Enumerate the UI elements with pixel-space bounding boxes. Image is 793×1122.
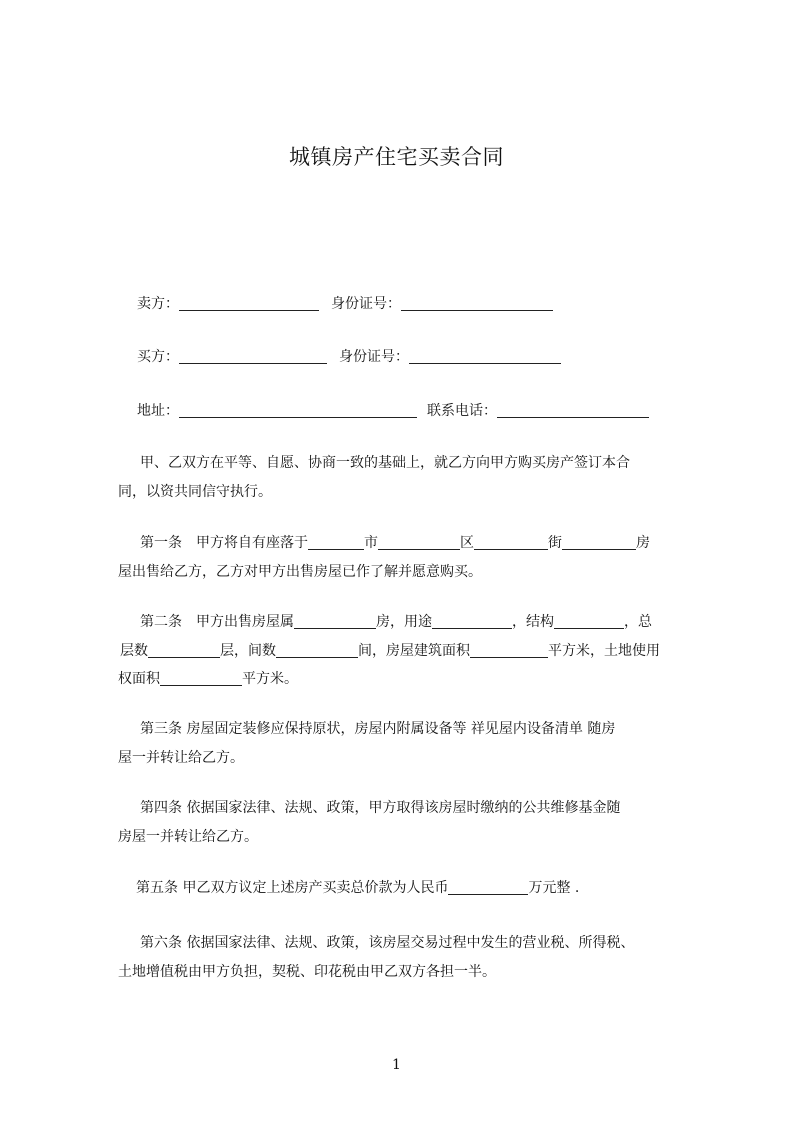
preamble-line-1: 甲、乙双方在平等、自愿、协商一致的基础上，就乙方向甲方购买房产签订本合 — [140, 455, 630, 471]
article-4 — [118, 797, 703, 847]
address-blank[interactable] — [179, 402, 417, 418]
address-label: 地址： — [137, 403, 179, 419]
article-1-text-c: 区 — [460, 535, 474, 551]
article-2-text-d: ，总 — [624, 614, 652, 630]
buyer-label: 买方： — [137, 349, 179, 365]
buyer-id-blank[interactable] — [409, 348, 561, 364]
article-1-text-a: 甲方将自有座落于 — [196, 535, 308, 551]
total-price-blank[interactable] — [448, 879, 528, 895]
article-2-heading: 第二条 — [140, 614, 182, 630]
article-2-text-rooms: 层，间数 — [220, 643, 276, 659]
usage-blank[interactable] — [432, 613, 512, 629]
article-5-text-a: 第五条 甲乙双方议定上述房产买卖总价款为人民币 — [136, 880, 449, 896]
street-blank[interactable] — [474, 534, 548, 550]
article-2-line-3 — [118, 668, 298, 688]
article-4-line-1: 第四条 依据国家法律、法规、政策，甲方取得该房屋时缴纳的公共维修基金随 — [140, 800, 621, 816]
city-blank[interactable] — [308, 534, 364, 550]
page-number: 1 — [392, 1057, 401, 1073]
seller-id-label: 身份证号： — [331, 296, 401, 312]
article-5 — [118, 877, 703, 901]
article-1-text-e: 房 — [636, 535, 650, 551]
phone-blank[interactable] — [497, 402, 649, 418]
district-blank[interactable] — [378, 534, 460, 550]
article-3-line-1: 第三条 房屋固定装修应保持原状，房屋内附属设备等 祥见屋内设备清单 随房 — [140, 721, 616, 737]
article-1 — [118, 532, 703, 582]
preamble-paragraph — [118, 452, 703, 502]
article-2-text-area: 间，房屋建筑面积 — [358, 643, 470, 659]
seller-id-blank[interactable] — [401, 295, 553, 311]
house-number-blank[interactable] — [562, 534, 636, 550]
phone-label: 联系电话： — [427, 403, 497, 419]
seller-label: 卖方： — [137, 296, 179, 312]
article-6 — [118, 932, 703, 982]
article-2-text-c: ，结构 — [512, 614, 554, 630]
seller-row — [137, 293, 553, 313]
article-2-text-floors: 层数 — [120, 643, 148, 659]
article-2-text-a: 甲方出售房屋属 — [196, 614, 294, 630]
article-1-line-2: 屋出售给乙方，乙方对甲方出售房屋已作了解并愿意购买。 — [118, 564, 482, 580]
article-3 — [118, 718, 703, 768]
article-2-line-1 — [140, 611, 652, 631]
total-floors-blank[interactable] — [148, 642, 220, 658]
article-2 — [118, 611, 703, 691]
article-1-heading: 第一条 — [140, 535, 182, 551]
buyer-id-label: 身份证号： — [339, 349, 409, 365]
article-1-text-b: 市 — [364, 535, 378, 551]
preamble-line-2: 同，以资共同信守执行。 — [118, 484, 272, 500]
article-5-line-1 — [136, 877, 579, 897]
structure-blank[interactable] — [554, 613, 624, 629]
buyer-name-blank[interactable] — [179, 348, 327, 364]
document-title: 城镇房产住宅买卖合同 — [289, 145, 504, 169]
article-5-text-b: 万元整 . — [528, 880, 580, 896]
article-6-line-1: 第六条 依据国家法律、法规、政策，该房屋交易过程中发生的营业税、所得税、 — [140, 935, 635, 951]
article-1-text-d: 街 — [548, 535, 562, 551]
article-2-line-2 — [120, 640, 660, 660]
article-2-text-b: 房，用途 — [376, 614, 432, 630]
land-area-blank[interactable] — [160, 670, 242, 686]
article-3-line-2: 屋一并转让给乙方。 — [118, 750, 244, 766]
property-type-blank[interactable] — [294, 613, 376, 629]
article-2-text-land: 平方米，土地使用 — [548, 643, 660, 659]
room-count-blank[interactable] — [276, 642, 358, 658]
building-area-blank[interactable] — [470, 642, 548, 658]
article-2-text-land-area: 权面积 — [118, 671, 160, 687]
article-1-line-1 — [140, 532, 650, 552]
article-2-text-sqm: 平方米。 — [242, 671, 298, 687]
address-row — [137, 400, 649, 420]
article-6-line-2: 土地增值税由甲方负担，契税、印花税由甲乙双方各担一半。 — [118, 964, 496, 980]
buyer-row — [137, 346, 561, 366]
article-4-line-2: 房屋一并转让给乙方。 — [118, 829, 258, 845]
seller-name-blank[interactable] — [179, 295, 319, 311]
